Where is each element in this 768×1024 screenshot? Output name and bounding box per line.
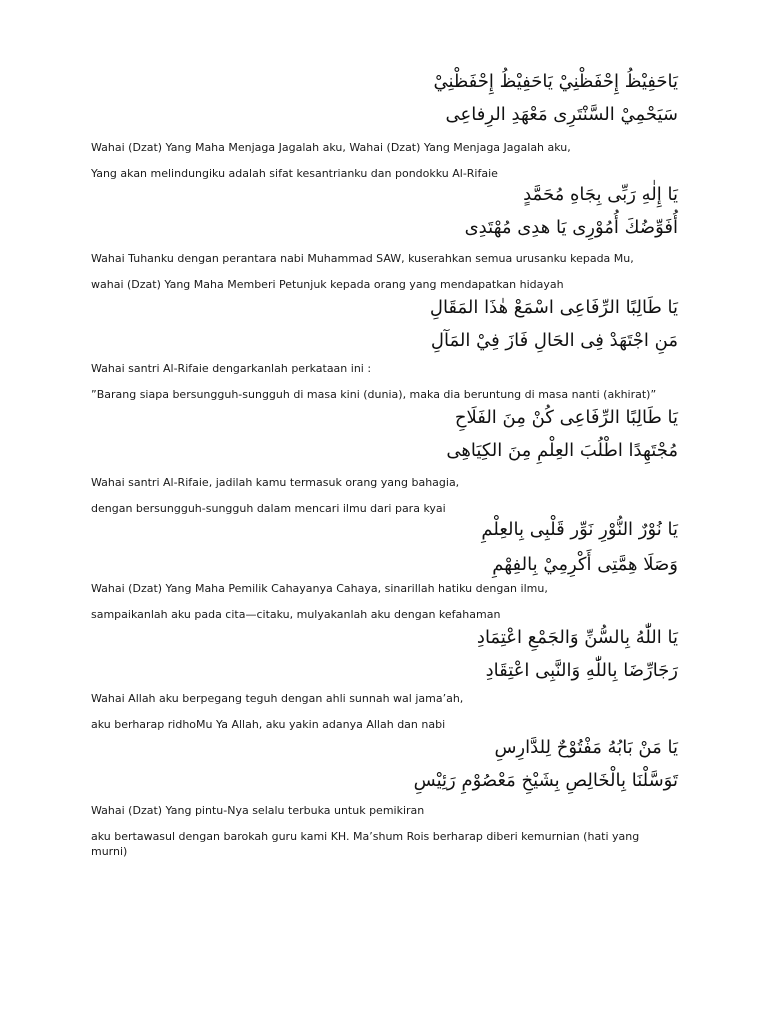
arabic-verse-line: يَا طَالِبًا الرِّفَاعِى اسْمَعْ هٰذَا المَقَالِ	[429, 297, 678, 318]
translation-line: ”Barang siapa bersungguh-sungguh di masa kini (dunia), maka dia beruntung di masa nanti (akhirat)”	[91, 388, 657, 401]
arabic-verse-line: تَوَسَّلْنَا بِالْخَالِصِ بِشَيْخِ مَعْصُوْمِ رَئِيْسِ	[413, 770, 678, 791]
translation-line: Wahai Allah aku berpegang teguh dengan ahli sunnah wal jama’ah,	[91, 692, 464, 705]
translation-line: dengan bersungguh-sungguh dalam mencari ilmu dari para kyai	[91, 502, 446, 515]
arabic-verse-line: يَا إِلٰهِ رَبِّى بِجَاهِ مُحَمَّدٍ	[523, 184, 678, 205]
translation-line: Wahai santri Al-Rifaie dengarkanlah perkataan ini :	[91, 362, 372, 375]
translation-line: sampaikanlah aku pada cita—citaku, mulyakanlah aku dengan kefahaman	[91, 608, 501, 621]
translation-line: Wahai (Dzat) Yang Maha Menjaga Jagalah aku, Wahai (Dzat) Yang Menjaga Jagalah aku,	[91, 141, 571, 154]
translation-line: Wahai (Dzat) Yang Maha Pemilik Cahayanya Cahaya, sinarillah hatiku dengan ilmu,	[91, 582, 548, 595]
arabic-verse-line: مَنِ اجْتَهَدْ فِى الحَالِ فَازَ فِيْ المَآلِ	[430, 330, 678, 351]
translation-line: wahai (Dzat) Yang Maha Memberi Petunjuk kepada orang yang mendapatkan hidayah	[91, 278, 564, 291]
arabic-verse-line: يَا طَالِبًا الرِّفَاعِى كُنْ مِنَ الفَلَاحِ	[454, 407, 678, 428]
arabic-verse-line: يَاحَفِيْظُ إِحْفَظْنِيْ يَاحَفِيْظُ إِحْفَظْنِيْ	[433, 71, 678, 92]
arabic-verse-line: يَا اللّٰهُ بِالسُّنِّ وَالجَمْعِ اعْتِمَادِ	[476, 627, 678, 648]
translation-line: aku bertawasul dengan barokah guru kami KH. Ma’shum Rois berharap diberi kemurnian (hati yang murni)	[91, 830, 640, 858]
arabic-verse-line: وَصَلَا هِمَّتِى أَكْرِمِيْ بِالفِهْمِ	[492, 554, 678, 575]
translation-line: Wahai santri Al-Rifaie, jadilah kamu termasuk orang yang bahagia,	[91, 476, 460, 489]
translation-line: Yang akan melindungiku adalah sifat kesantrianku dan pondokku Al-Rifaie	[91, 167, 498, 180]
arabic-verse-line: مُجْتَهِدًا اطْلُبَ العِلْمِ مِنَ الكِيَاهِى	[446, 440, 678, 461]
arabic-verse-line: يَا نُوْرٌ النُّوْرِ نَوِّر قَلْبِى بِالعِلْمِ	[481, 519, 678, 540]
translation-line: aku berharap ridhoMu Ya Allah, aku yakin adanya Allah dan nabi	[91, 718, 446, 731]
arabic-verse-line: سَيَحْمِيْ السَّنْتَرِى مَعْهَدِ الرِفاعِى	[445, 104, 678, 125]
arabic-verse-line: أُفَوِّضُكَ أُمُوْرِى يَا هدِى مُهْتَدِى	[464, 217, 678, 238]
translation-line: Wahai (Dzat) Yang pintu-Nya selalu terbuka untuk pemikiran	[91, 804, 425, 817]
arabic-verse-line: رَجَارِّضَا بِاللّٰهِ وَالنَّبِى اعْتِقَادِ	[485, 660, 678, 681]
translation-line: Wahai Tuhanku dengan perantara nabi Muhammad SAW, kuserahkan semua urusanku kepada Mu,	[91, 252, 634, 265]
arabic-verse-line: يَا مَنْ بَابُهُ مَفْتُوْحٌ لِلدَّارِسِ	[494, 737, 678, 758]
